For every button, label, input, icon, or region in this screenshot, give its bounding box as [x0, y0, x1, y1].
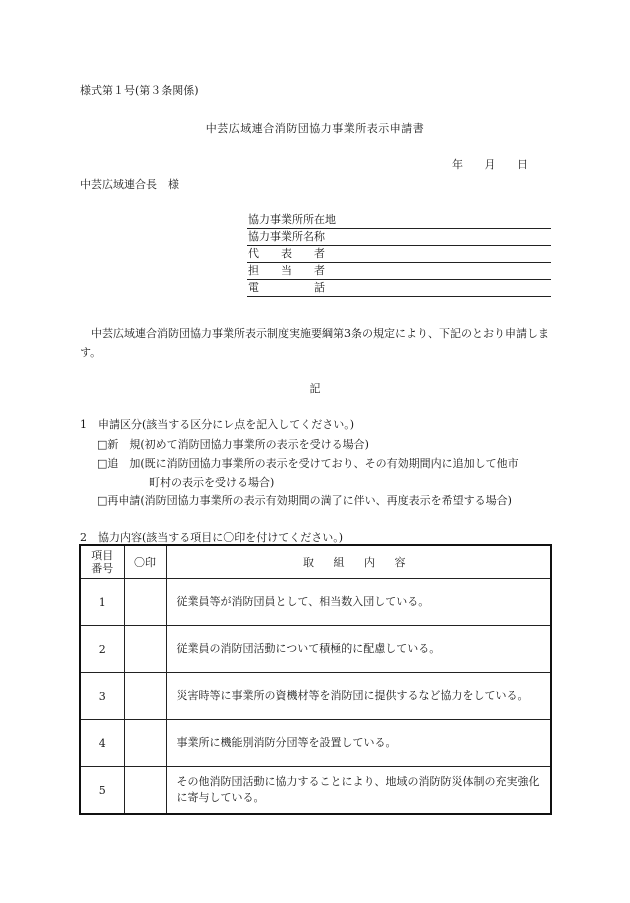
item-number: 2 [80, 626, 124, 673]
table-row [80, 673, 551, 720]
document-title: 中芸広域連合消防団協力事業所表示申請書 [205, 122, 425, 135]
item-number-header: 項目 番号 [80, 545, 124, 579]
item-content: 従業員等が消防団員として、相当数入団している。 [166, 579, 551, 626]
applicant-info-block [247, 212, 551, 297]
mark-header: 〇印 [124, 545, 166, 579]
item-content: 事業所に機能別消防分団等を設置している。 [166, 720, 551, 767]
contact-person-label: 担 当 者 [248, 264, 325, 277]
contact-person-field[interactable] [247, 263, 551, 280]
item-content: その他消防団活動に協力することにより、地域の消防防災体制の充実強化に寄与している。 [166, 767, 551, 815]
item-number: 5 [80, 767, 124, 815]
representative-field[interactable] [247, 246, 551, 263]
ki-heading: 記 [309, 382, 321, 395]
addressee: 中芸広域連合長 様 [80, 178, 179, 191]
content-header: 取 組 内 容 [166, 545, 551, 579]
form-number: 様式第１号(第３条関係) [80, 84, 199, 97]
application-statement: 中芸広域連合消防団協力事業所表示制度実施要綱第3条の規定により、下記のとおり申請します。 [80, 327, 549, 359]
item-content: 災害時等に事業所の資機材等を消防団に提供するなど協力をしている。 [166, 673, 551, 720]
cooperation-table [79, 544, 552, 815]
option-new[interactable]: □新 規(初めて消防団協力事業所の表示を受ける場合) [97, 438, 369, 451]
date-line: 年 月 日 [452, 158, 528, 171]
item-number: 1 [80, 579, 124, 626]
table-row [80, 767, 551, 815]
mark-cell[interactable] [124, 720, 166, 767]
option-additional-continued: 町村の表示を受ける場合) [149, 476, 275, 489]
mark-cell[interactable] [124, 673, 166, 720]
item-content: 従業員の消防団活動について積極的に配慮している。 [166, 626, 551, 673]
table-row [80, 579, 551, 626]
phone-label: 電 話 [248, 281, 325, 294]
mark-cell[interactable] [124, 626, 166, 673]
option-additional[interactable]: □追 加(既に消防団協力事業所の表示を受けており、その有効期間内に追加して他市 [97, 457, 519, 470]
table-row [80, 626, 551, 673]
phone-field[interactable] [247, 280, 551, 297]
applicant-name-label: 協力事業所名称 [248, 230, 325, 243]
section2-heading: 2 協力内容(該当する項目に〇印を付けてください。) [80, 531, 344, 544]
applicant-name-field[interactable] [247, 229, 551, 246]
item-number: 4 [80, 720, 124, 767]
mark-cell[interactable] [124, 767, 166, 815]
option-reapply[interactable]: □再申請(消防団協力事業所の表示有効期間の満了に伴い、再度表示を希望する場合) [97, 494, 512, 507]
section1-heading: 1 申請区分(該当する区分にレ点を記入してください。) [80, 418, 355, 431]
applicant-address-field[interactable] [247, 212, 551, 229]
mark-cell[interactable] [124, 579, 166, 626]
table-row [80, 720, 551, 767]
item-number: 3 [80, 673, 124, 720]
representative-label: 代 表 者 [248, 247, 325, 260]
applicant-address-label: 協力事業所所在地 [248, 213, 336, 226]
table-header-row [80, 545, 551, 579]
